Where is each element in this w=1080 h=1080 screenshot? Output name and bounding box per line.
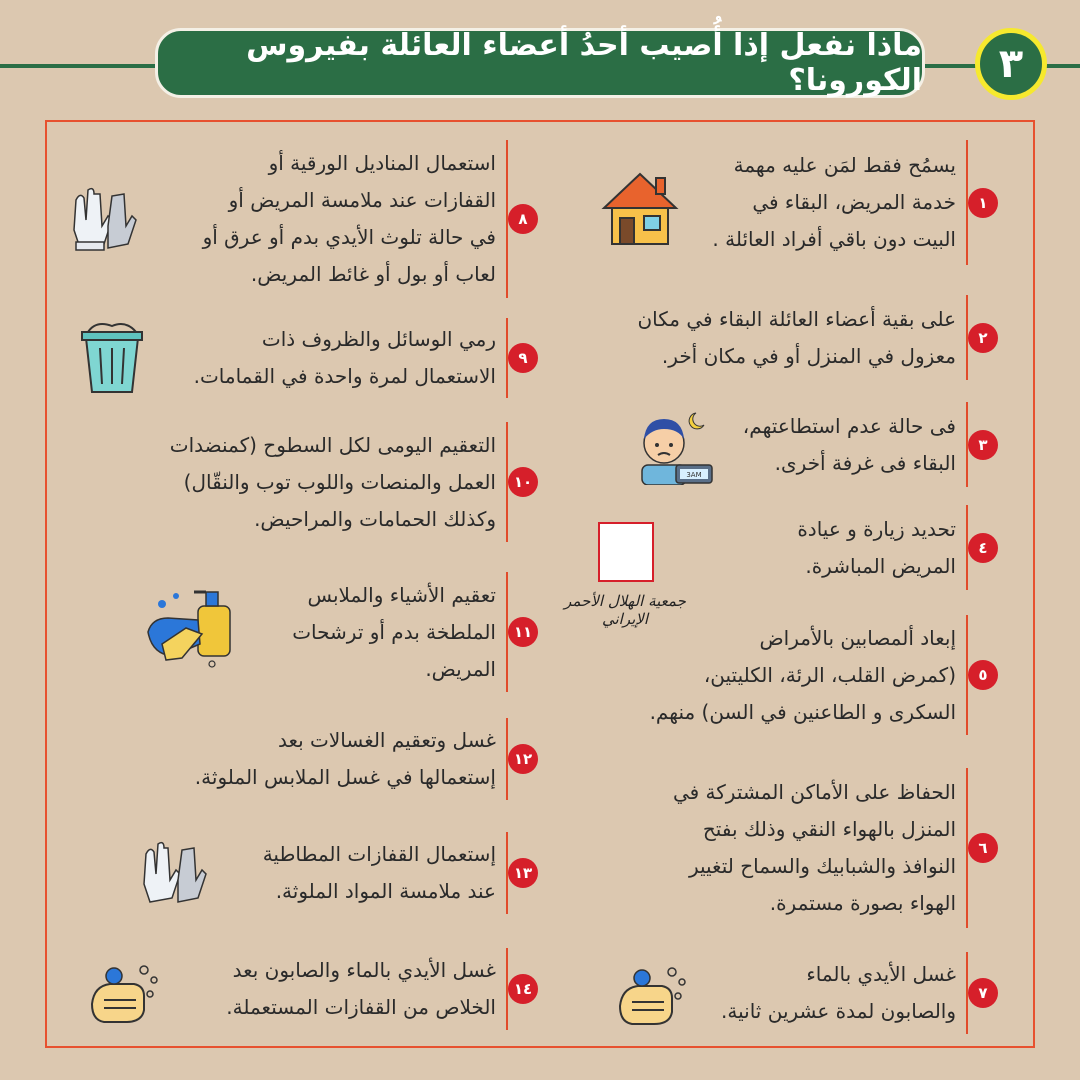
item-number-badge: ٦	[968, 833, 998, 863]
item-text	[616, 768, 968, 928]
list-item	[560, 295, 988, 380]
item-line: غسل الأيدي بالماء	[806, 962, 956, 986]
item-text	[236, 832, 508, 914]
list-item	[100, 422, 533, 542]
item-line: العمل والمنصات واللوب توب والنقّال)	[183, 469, 496, 494]
item-line: الملطخة بدم أو ترشحات	[292, 619, 496, 644]
item-line: تحديد زيارة و عيادة	[797, 516, 956, 541]
gloves-icon	[68, 186, 144, 258]
item-line: رمي الوسائل والظروف ذات	[261, 327, 496, 351]
list-item	[100, 140, 528, 298]
item-line: (كمرض القلب، الرئة، الكليتين،	[703, 662, 956, 687]
item-line: عند ملامسة المواد الملوثة.	[275, 879, 496, 903]
list-item	[560, 402, 988, 487]
item-line: المريض المباشرة.	[805, 553, 956, 578]
item-line: الهواء بصورة مستمرة.	[769, 891, 956, 915]
section-number-badge	[975, 28, 1047, 100]
item-text	[656, 140, 968, 265]
house-icon	[600, 168, 680, 248]
item-text	[256, 572, 508, 692]
list-item	[100, 948, 533, 1030]
item-number-badge: ٢	[968, 323, 998, 353]
item-line: وكذلك الحمامات والمراحيض.	[254, 506, 496, 531]
page-title-text: ماذا نفعل إذا أُصيب أحدُ أعضاء العائلة بفيروس الكورونا؟	[246, 28, 922, 98]
item-line: معزول في المنزل أو في مكان أخر.	[661, 343, 956, 368]
item-line: إستعمال القفازات المطاطية	[262, 842, 496, 866]
header-line-left	[0, 64, 160, 68]
item-text	[136, 718, 508, 800]
item-number-badge: ١٢	[508, 744, 538, 774]
item-number-badge: ٤	[968, 533, 998, 563]
item-number-badge: ١١	[508, 617, 538, 647]
item-line: غسل الأيدي بالماء والصابون بعد	[232, 958, 496, 982]
red-crescent-org-name: جمعية الهلال الأحمر الإيراني	[564, 592, 686, 628]
item-line: في حالة تلوث الأيدي بدم أو عرق أو	[202, 225, 496, 249]
list-item	[100, 718, 533, 800]
item-line: والصابون لمدة عشرين ثانية.	[721, 999, 956, 1023]
list-item	[560, 768, 988, 928]
item-text	[166, 948, 508, 1030]
item-text	[726, 402, 968, 487]
hand-washing-icon	[614, 962, 690, 1028]
sanitizer-icon	[142, 584, 238, 672]
item-line: استعمال المناديل الورقية أو	[268, 151, 496, 175]
item-line: النوافذ والشبابيك والسماح لتغيير	[688, 854, 956, 878]
item-number-badge: ٣	[968, 430, 998, 460]
item-text	[146, 318, 508, 398]
item-text	[726, 505, 968, 590]
item-line: لعاب أو بول أو غائط المريض.	[250, 262, 496, 286]
item-line: الحفاظ على الأماكن المشتركة في	[672, 780, 956, 804]
trash-bin-icon	[76, 318, 148, 396]
item-line: غسل وتعقيم الغسالات بعد	[277, 728, 496, 752]
hand-washing-icon	[86, 960, 162, 1026]
item-line: إستعمالها في غسل الملابس الملوثة.	[194, 765, 496, 789]
list-item	[100, 318, 528, 398]
item-line: القفازات عند ملامسة المريض أو	[228, 188, 496, 212]
item-number-badge: ٧	[968, 978, 998, 1008]
item-line: على بقية أعضاء العائلة البقاء في مكان	[637, 306, 956, 331]
item-text	[96, 422, 508, 542]
item-line: فى حالة عدم استطاعتهم،	[742, 413, 956, 438]
item-number-badge: ١٠	[508, 467, 538, 497]
item-line: الاستعمال لمرة واحدة في القمامات.	[193, 364, 496, 388]
list-item	[560, 615, 988, 735]
item-line: المريض.	[425, 656, 496, 681]
section-number: ٣	[998, 41, 1024, 87]
red-crescent-logo	[598, 522, 654, 582]
sick-person-icon	[634, 405, 714, 485]
item-line: المنزل بالهواء النقي وذلك بفتح	[702, 817, 956, 841]
clock-label: 3AM	[686, 471, 702, 479]
item-line: إبعاد ألمصابين بالأمراض	[759, 625, 956, 650]
item-line: تعقيم الأشياء والملابس	[307, 582, 496, 607]
item-text	[556, 295, 968, 380]
item-line: خدمة المريض، البقاء في	[752, 190, 956, 214]
item-line: يسمُح فقط لمَن عليه مهمة	[733, 153, 956, 177]
item-line: السكرى و الطاعنين في السن) منهم.	[649, 699, 956, 724]
item-number-badge: ١	[968, 188, 998, 218]
item-text	[696, 952, 968, 1034]
item-line: التعقيم اليومى لكل السطوح (كمنضدات	[169, 432, 496, 457]
item-number-badge: ٥	[968, 660, 998, 690]
item-line: البيت دون باقي أفراد العائلة .	[712, 227, 956, 251]
item-text	[156, 140, 508, 298]
item-number-badge: ١٤	[508, 974, 538, 1004]
page-title	[155, 28, 925, 98]
item-line: الخلاص من القفازات المستعملة.	[226, 995, 496, 1019]
item-text	[596, 615, 968, 735]
gloves-icon	[140, 840, 212, 910]
item-number-badge: ٨	[508, 204, 538, 234]
item-line: البقاء فى غرفة أخرى.	[774, 450, 956, 475]
item-number-badge: ٩	[508, 343, 538, 373]
item-number-badge: ١٣	[508, 858, 538, 888]
